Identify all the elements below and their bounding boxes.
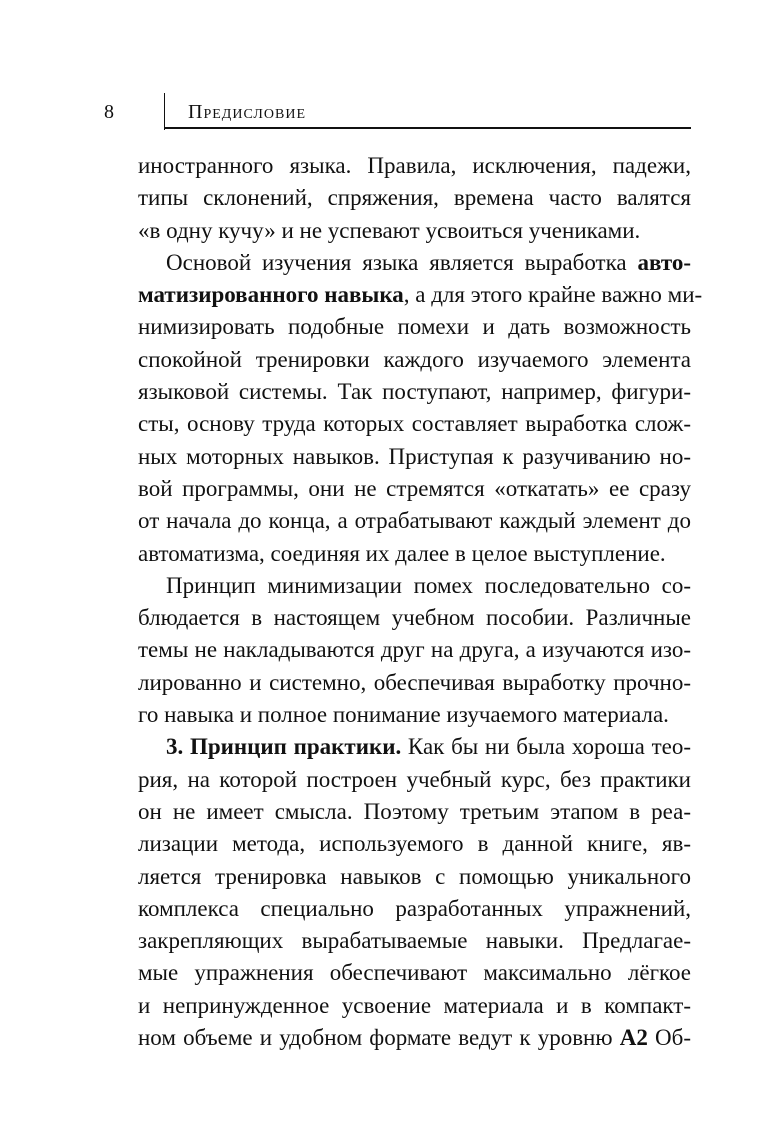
text-line: матизированного навыка, а для этого крайне важно ми-: [138, 282, 703, 308]
text-line: лированно и системно, обеспечивая выработку прочно-: [138, 669, 691, 695]
paragraph: [138, 570, 691, 731]
text-line: 3. Принцип практики. Как бы ни была хороша тео-: [166, 734, 691, 760]
text-line: автоматизма, соединяя их далее в целое выступление.: [138, 540, 666, 566]
section-heading: 3. Принцип практики.: [166, 734, 402, 760]
text-line: сты, основу труда которых составляет выработка слож-: [138, 411, 691, 437]
text-line: ляется тренировка навыков с помощью уникального: [138, 863, 691, 889]
text-line: иностранного языка. Правила, исключения, падежи,: [138, 153, 691, 178]
text-line: Принцип минимизации помех последовательно со-: [166, 572, 691, 598]
text-line: спокойной тренировки каждого изучаемого элемента: [138, 346, 691, 372]
running-head: [0, 0, 768, 130]
text-line: типы склонений, спряжения, времена часто валятся: [138, 185, 691, 211]
header-rule: [164, 127, 691, 129]
header-divider: [164, 93, 165, 130]
text-line: и непринужденное усвоение материала и в компакт-: [138, 992, 691, 1018]
paragraph: [138, 731, 691, 1054]
text-line: языковой системы. Так поступают, например, фигури-: [138, 379, 691, 405]
page-number: 8: [104, 101, 114, 123]
paragraph: [138, 247, 703, 570]
text-line: ном объеме и удобном формате ведут к уровню A2 Об-: [138, 1025, 691, 1051]
text-line: он не имеет смысла. Поэтому третьим этапом в реа-: [138, 798, 691, 824]
bold-term: матизированного навыка: [138, 282, 404, 308]
level-label: A2: [619, 1025, 648, 1051]
text-line: го навыка и полное понимание изучаемого материала.: [138, 702, 669, 728]
text-line: закрепляющих вырабатываемые навыки. Предлагае-: [138, 928, 691, 954]
chapter-title: Предисловие: [188, 101, 307, 123]
text-line: от начала до конца, а отрабатывают каждый элемент до: [138, 508, 691, 534]
body-text: [138, 150, 703, 1054]
text-line: мые упражнения обеспечивают максимально лёгкое: [138, 960, 691, 986]
text-line: рия, на которой построен учебный курс, без практики: [138, 766, 691, 792]
text-line: темы не накладываются друг на друга, а изучаются изо-: [138, 637, 691, 663]
text-line: лизации метода, используемого в данной книге, яв-: [138, 831, 691, 857]
text-line: блюдается в настоящем учебном пособии. Различные: [138, 605, 691, 631]
text-line: «в одну кучу» и не успевают усвоиться учениками.: [138, 217, 641, 243]
text-line: нимизировать подобные помехи и дать возможность: [138, 314, 691, 340]
text-line: Основой изучения языка является выработка авто-: [166, 249, 691, 275]
paragraph: [138, 150, 691, 247]
bold-term: авто-: [637, 249, 691, 275]
text-line: комплекса специально разработанных упражнений,: [138, 895, 691, 921]
text-line: вой программы, они не стремятся «откатать» ее сразу: [138, 475, 691, 501]
text-line: ных моторных навыков. Приступая к разучиванию но-: [138, 443, 691, 469]
